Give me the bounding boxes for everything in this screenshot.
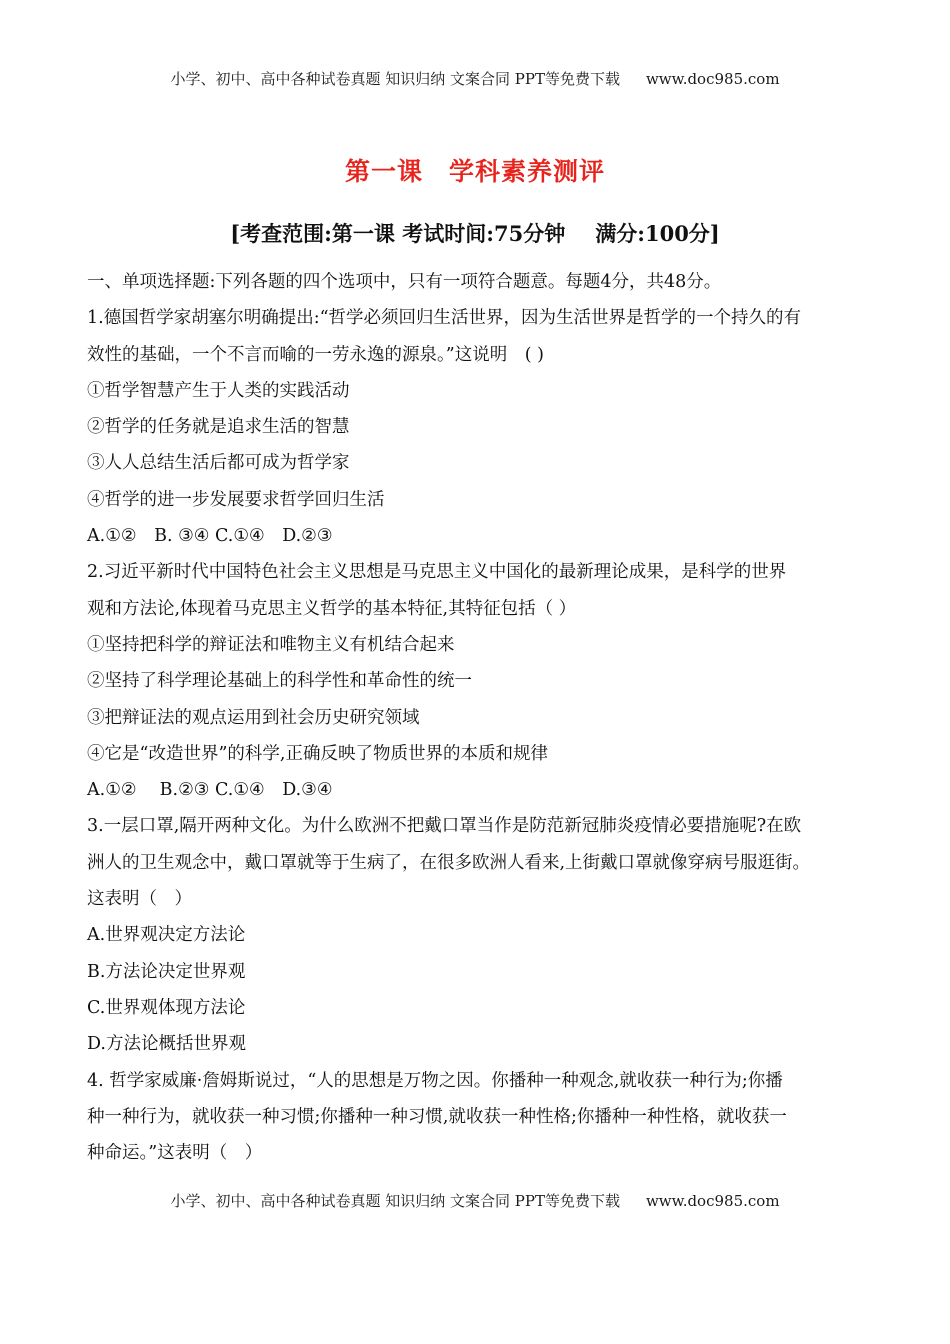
question-content <box>87 264 877 1171</box>
statement: ②坚持了科学理论基础上的科学性和革命性的统一 <box>87 671 472 692</box>
exam-full-score: 满分:100分] <box>595 221 720 246</box>
statement: ①哲学智慧产生于人类的实践活动 <box>87 380 350 401</box>
question-stem-line: 种命运。”这表明（ ） <box>87 1143 263 1164</box>
question-stem-line: 观和方法论,体现着马克思主义哲学的基本特征,其特征包括（ ） <box>87 598 577 619</box>
question-1 <box>87 300 877 554</box>
statement: ①坚持把科学的辩证法和唯物主义有机结合起来 <box>87 634 455 655</box>
section-instruction: 一、单项选择题:下列各题的四个选项中，只有一项符合题意。每题4分，共48分。 <box>87 272 722 292</box>
answer-option: C.世界观体现方法论 <box>87 997 246 1018</box>
footer-banner-text: 小学、初中、高中各种试卷真题 知识归纳 文案合同 PPT等免费下载 <box>170 1192 620 1210</box>
question-3 <box>87 808 877 1062</box>
statement: ②哲学的任务就是追求生活的智慧 <box>87 417 350 438</box>
answer-option: D.方法论概括世界观 <box>87 1034 246 1055</box>
question-stem-line: 效性的基础，一个不言而喻的一劳永逸的源泉。”这说明 ( ) <box>87 344 544 365</box>
statement: ③把辩证法的观点运用到社会历史研究领域 <box>87 707 420 728</box>
question-stem-line: 洲人的卫生观念中，戴口罩就等于生病了，在很多欧洲人看来,上街戴口罩就像穿病号服逛街。 <box>87 852 811 873</box>
answer-choices: A.①② B.②③ C.①④ D.③④ <box>87 780 333 801</box>
question-2 <box>87 554 877 808</box>
statement: ④它是“改造世界”的科学,正确反映了物质世界的本质和规律 <box>87 743 548 764</box>
footer-banner <box>0 1190 950 1211</box>
question-stem-line: 2.习近平新时代中国特色社会主义思想是马克思主义中国化的最新理论成果，是科学的世界 <box>87 562 787 583</box>
question-stem-line: 4. 哲学家威廉·詹姆斯说过，“人的思想是万物之因。你播种一种观念,就收获一种行为;你播 <box>87 1070 783 1091</box>
question-stem-line: 这表明（ ） <box>87 889 192 910</box>
footer-site-link[interactable]: www.doc985.com <box>645 1192 780 1210</box>
title-lesson: 第一课 <box>344 157 423 186</box>
exam-info <box>0 218 950 248</box>
answer-choices: A.①② B. ③④ C.①④ D.②③ <box>87 526 333 547</box>
question-4 <box>87 1063 877 1172</box>
question-stem-line: 3.一层口罩,隔开两种文化。为什么欧洲不把戴口罩当作是防范新冠肺炎疫情必要措施呢?在欧 <box>87 816 802 837</box>
question-stem-line: 1.德国哲学家胡塞尔明确提出:“哲学必须回归生活世界，因为生活世界是哲学的一个持久的有 <box>87 308 802 329</box>
question-stem-line: 种一种行为，就收获一种习惯;你播种一种习惯,就收获一种性格;你播种一种性格，就收获一 <box>87 1106 787 1127</box>
page-title <box>0 152 950 188</box>
exam-scope-time: [考查范围:第一课 考试时间:75分钟 <box>230 221 566 246</box>
header-banner-text: 小学、初中、高中各种试卷真题 知识归纳 文案合同 PPT等免费下载 <box>170 70 620 88</box>
answer-option: B.方法论决定世界观 <box>87 961 246 982</box>
title-subject: 学科素养测评 <box>449 157 606 186</box>
header-site-link[interactable]: www.doc985.com <box>645 70 780 88</box>
answer-option: A.世界观决定方法论 <box>87 925 246 946</box>
statement: ④哲学的进一步发展要求哲学回归生活 <box>87 489 385 510</box>
header-banner <box>0 68 950 89</box>
statement: ③人人总结生活后都可成为哲学家 <box>87 453 350 474</box>
